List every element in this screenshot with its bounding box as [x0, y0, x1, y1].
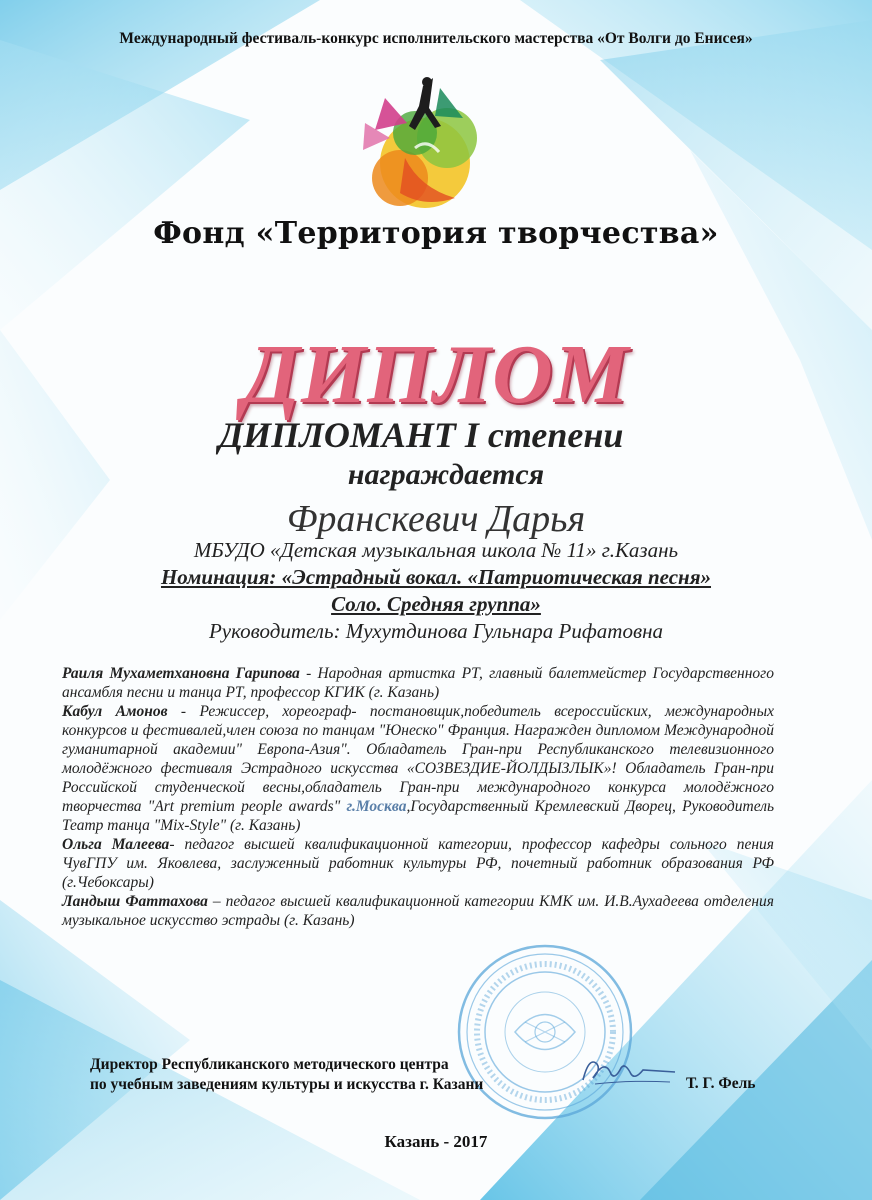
jury-member-name: Раиля Мухаметхановна Гарипова: [62, 665, 300, 682]
director-title: [90, 1055, 520, 1095]
jury-member-name: Ольга Малеева: [62, 836, 170, 853]
awarded-label: награждается: [347, 458, 545, 491]
festival-name: Международный фестиваль-конкурс исполнительского мастерства «От Волги до Енисея»: [119, 30, 753, 47]
jury-member-name: Кабул Амонов: [62, 703, 168, 720]
official-seal-icon: [455, 942, 635, 1122]
diploma-title: ДИПЛОМ: [242, 328, 630, 421]
director-name: Т. Г. Фель: [686, 1075, 756, 1092]
jury-member-name: Ландыш Фаттахова: [62, 893, 208, 910]
jury-list: [62, 664, 774, 930]
leader-line: Руководитель: Мухутдинова Гульнара Рифатовна: [208, 619, 663, 643]
jury-member-bio-cont: ,Государственный Кремлевский Дворец, Руководитель Театр танца "Mix-Style" (г. Казань): [62, 798, 775, 834]
jury-entry: [62, 702, 774, 835]
jury-member-bio: - Народная артистка РТ, главный балетмейстер Государственного ансамбля песни и танца РТ, профессор КГИК (г. Казань): [62, 665, 774, 701]
director-line-1: Директор Республиканского методического центра: [90, 1056, 449, 1073]
director-line-2: по учебным заведениям культуры и искусства г. Казани: [90, 1076, 484, 1093]
diploma-degree: ДИПЛОМАНТ I степени: [218, 415, 624, 455]
foundation-name: Фонд «Территория творчества»: [153, 216, 719, 251]
nomination-text: Номинация: «Эстрадный вокал. «Патриотическая песня»: [160, 565, 712, 589]
jury-entry: [62, 835, 774, 892]
signature-icon: [575, 1050, 685, 1090]
recipient-name: Франскевич Дарья: [286, 498, 586, 540]
school-name: МБУДО «Детская музыкальная школа № 11» г.Казань: [193, 538, 679, 562]
jury-member-bio: – педагог высшей квалификационной категории КМК им. И.В.Аухадеева отделения музыкальное искусство эстрады (г. Казань): [62, 893, 774, 929]
jury-entry: [62, 892, 774, 930]
festival-logo-icon: [345, 68, 495, 218]
jury-entry: [62, 664, 774, 702]
nomination-line: [0, 565, 872, 590]
jury-member-bio: - Режиссер, хореограф- постановщик,победитель всероссийских, международных конкурсов и фестивалей,член союза по танцам "Юнеско" Франция. Награжден дипломом Международной гуманитарной академии" Европа-Азия". Обладатель Гран-при Республиканского телевизионного молодёжного фестиваля Эстрадного искусства «СОЗВЕЗДИЕ-ЙОЛДЫЗЛЫК»! Обладатель Гран-при Российской студенческой весны,обладатель Гран-при международного конкурса молодёжного творчества "Art premium people awards": [62, 703, 774, 815]
place-year: Казань - 2017: [384, 1132, 488, 1151]
city-link[interactable]: г.Москва: [346, 798, 407, 815]
group-line: [0, 592, 872, 617]
jury-member-bio: - педагог высшей квалификационной категории, профессор кафедры сольного пения ЧувГПУ им. Яковлева, заслуженный работник культуры РФ, почетный работник образования РФ (г.Чебоксары): [62, 836, 774, 891]
group-text: Соло. Средняя группа»: [331, 592, 541, 616]
